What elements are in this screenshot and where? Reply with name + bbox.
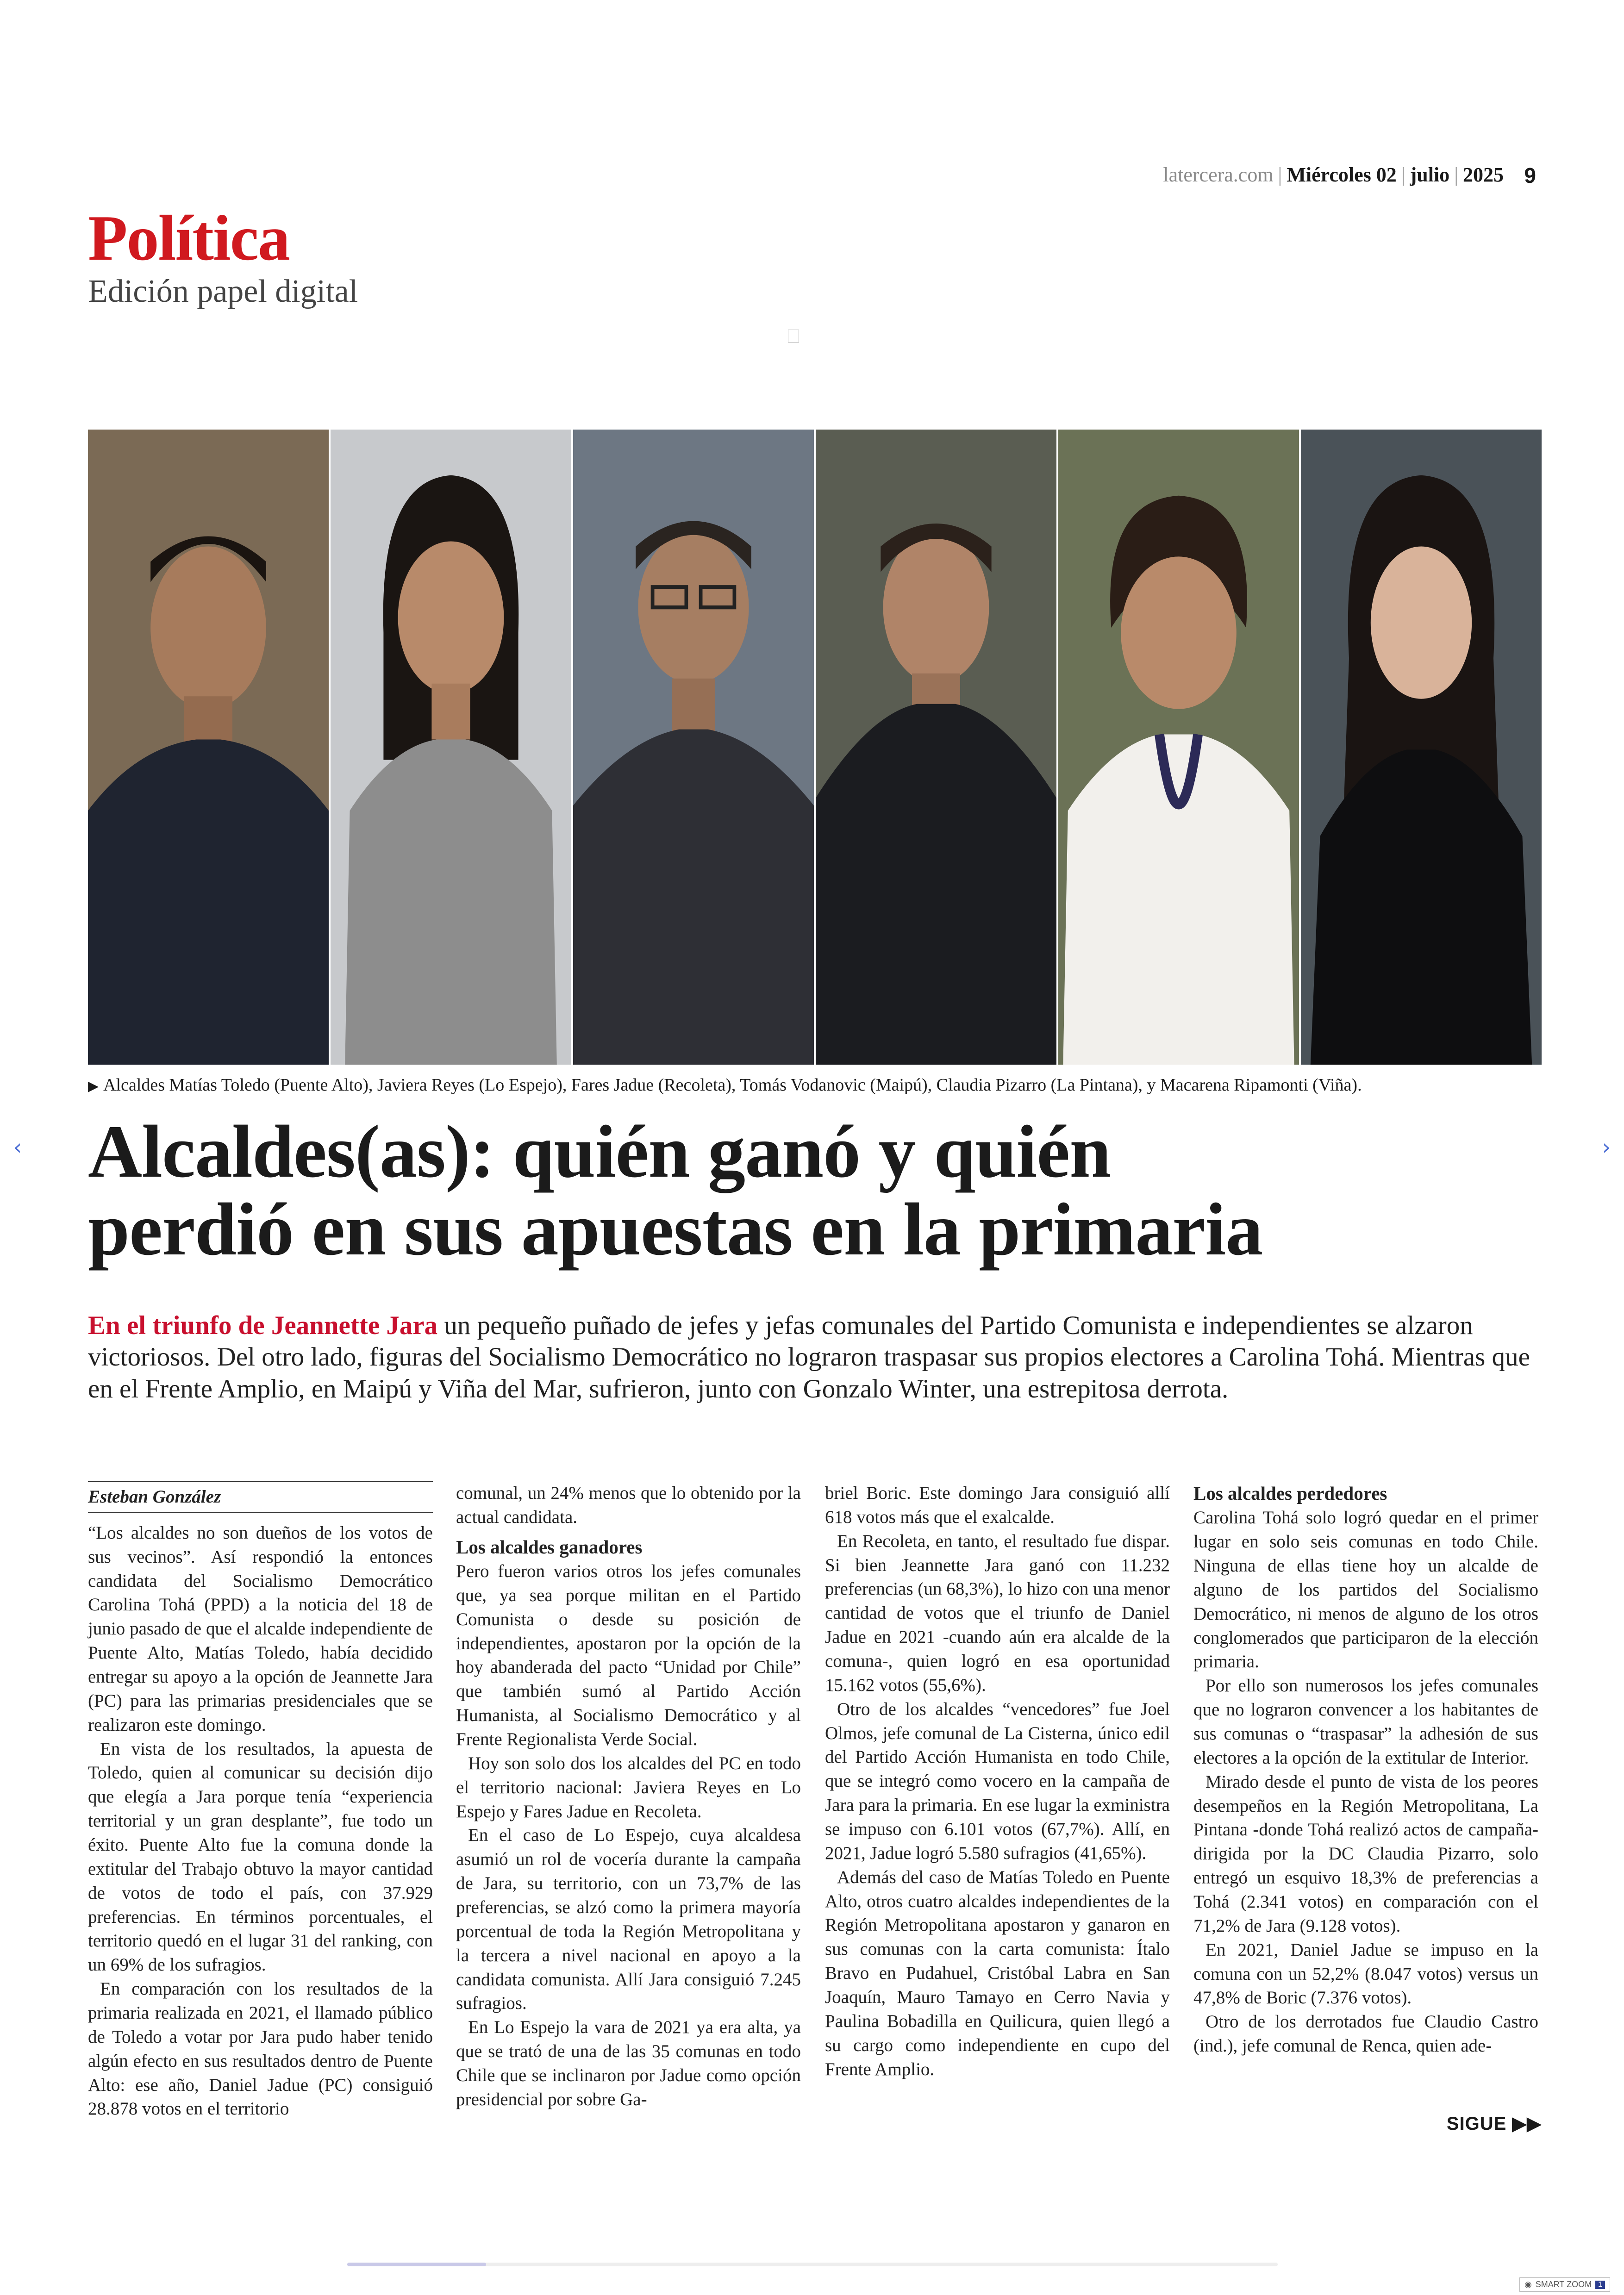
page-scrollbar-thumb[interactable] bbox=[347, 2263, 486, 2266]
caption-text: Alcaldes Matías Toledo (Puente Alto), Javiera Reyes (Lo Espejo), Fares Jadue (Recoleta), Tomás Vodanovic (Maipú), Claudia Pizarro (La Pintana), y Macarena Ripamonti (Viña). bbox=[103, 1075, 1362, 1095]
smart-zoom-badge: 1 bbox=[1595, 2281, 1605, 2289]
paragraph: En vista de los resultados, la apuesta de Toledo, quien al comunicar su decisión dijo que elegía a Jara porque tenía “experiencia territorial y un gran desplante”, fue todo un éxito. Puente Alto fue la comuna donde la extitular del Trabajo obtuvo la mayor cantidad de votos de todo el país, con 37.929 preferencias. En términos porcentuales, el territorio quedó en el lugar 31 del ranking, con un 69% de los sufragios. bbox=[88, 1739, 433, 1975]
portrait-macarena-ripamonti bbox=[1301, 430, 1542, 1065]
subheading-losers: Los alcaldes perdedores bbox=[1193, 1483, 1387, 1504]
date-year: 2025 bbox=[1463, 163, 1504, 186]
paragraph: Además del caso de Matías Toledo en Puente Alto, otros cuatro alcaldes independientes de la Región Metropolitana apostaron y ganaron en sus comunas con la carta comunista: Ítalo Bravo en Pudahuel, Cristóbal Labra en San Joaquín, Mauro Tamayo en Cerro Navia y Paulina Bobadilla en Quilicura, quien llegó a su cargo como independiente en cupo del Frente Amplio. bbox=[825, 1867, 1170, 2079]
date-month: julio bbox=[1410, 163, 1450, 186]
photo-caption bbox=[88, 1075, 1551, 1095]
headline bbox=[88, 1110, 1542, 1272]
paragraph: En 2021, Daniel Jadue se impuso en la comuna con un 52,2% (8.047 votos) versus un 47,8% de Boric (7.376 votos). bbox=[1193, 1940, 1538, 2008]
smart-zoom-label: SMART ZOOM bbox=[1535, 2280, 1592, 2289]
page-number: 9 bbox=[1524, 163, 1536, 187]
column-4 bbox=[1193, 1481, 1538, 2058]
section-subtitle: Edición papel digital bbox=[88, 274, 358, 309]
masthead-line: latercera.com | Miércoles 02 | julio | 2025 bbox=[1163, 163, 1504, 186]
paragraph: Carolina Tohá solo logró quedar en el primer lugar en solo seis comunas en todo Chile. Ninguna de ellas tiene hoy un alcalde de alguno de los partidos del Socialismo Democrático, ni menos de alguno de los otros conglomerados que participaron de la elección primaria. bbox=[1193, 1508, 1538, 1672]
site-name: latercera.com bbox=[1163, 163, 1274, 186]
paragraph: Hoy son solo dos los alcaldes del PC en todo el territorio nacional: Javiera Reyes en Lo Espejo y Fares Jadue en Recoleta. bbox=[456, 1753, 801, 1821]
byline: Esteban González bbox=[88, 1481, 433, 1513]
date-day: Miércoles 02 bbox=[1287, 163, 1397, 186]
portrait-fares-jadue bbox=[573, 430, 814, 1065]
portrait-matias-toledo bbox=[88, 430, 329, 1065]
photo-strip bbox=[88, 430, 1542, 1065]
paragraph: En Recoleta, en tanto, el resultado fue dispar. Si bien Jeannette Jara ganó con 11.232 preferencias (un 68,3%), lo hizo con una menor cantidad de votos que el triunfo de Daniel Jadue en 2021 -cuando aún era alcalde de la comuna-, quien logró en esa oportunidad 15.162 votos (55,6%). bbox=[825, 1531, 1170, 1695]
paragraph: Otro de los alcaldes “vencedores” fue Joel Olmos, jefe comunal de La Cisterna, único edil del Partido Acción Humanista en todo Chile, que se integró como vocero en la campaña de Jara para la primaria. En ese lugar la exministra se impuso con 6.101 votos (67,7%). Allí, en 2021, Jadue logró 5.580 sufragios (41,65%). bbox=[825, 1699, 1170, 1863]
paragraph: En Lo Espejo la vara de 2021 ya era alta, ya que se trató de una de las 35 comunas en todo Chile que se inclinaron por Jadue como opción presidencial por sobre Ga- bbox=[456, 2017, 801, 2109]
chevron-left-icon[interactable]: ‹ bbox=[13, 1135, 22, 1160]
paragraph: En comparación con los resultados de la primaria realizada en 2021, el llamado público de Toledo a votar por Jara pudo haber tenido algún efecto en sus resultados dentro de Puente Alto: ese año, Daniel Jadue (PC) consiguió 28.878 votos en el territorio bbox=[88, 1979, 433, 2119]
paragraph: En el caso de Lo Espejo, cuya alcaldesa asumió un rol de vocería durante la campaña de Jara, su territorio, con un 73,7% de las preferencias, se alzó como la primera mayoría porcentual de toda la Región Metropolitana y la tercera a nivel nacional en apoyo a la candidata comunista. Allí Jara consiguió 7.245 sufragios. bbox=[456, 1825, 801, 2014]
lead-paragraph bbox=[88, 1310, 1542, 1405]
continue-label[interactable]: SIGUE ▶▶ bbox=[1446, 2114, 1542, 2134]
caption-arrow-icon: ▶ bbox=[88, 1079, 99, 1094]
paragraph: briel Boric. Este domingo Jara consiguió allí 618 votos más que el exalcalde. bbox=[825, 1483, 1170, 1527]
column-2 bbox=[456, 1481, 801, 2112]
paragraph: Otro de los derrotados fue Claudio Castro (ind.), jefe comunal de Renca, quien ade- bbox=[1193, 2012, 1538, 2056]
headline-line-1: Alcaldes(as): quién ganó y quién bbox=[88, 1110, 1111, 1193]
portrait-claudia-pizarro bbox=[1058, 430, 1299, 1065]
smart-zoom-button[interactable] bbox=[1519, 2277, 1610, 2292]
paragraph: Pero fueron varios otros los jefes comunales que, ya sea porque militan en el Partido Comunista o desde su posición de independientes, apostaron por la opción de la hoy abanderada del pacto “Unidad por Chile” que también sumó al Partido Acción Humanista, al Socialismo Democrático y al Frente Regionalista Verde Social. bbox=[456, 1561, 801, 1750]
paragraph: “Los alcaldes no son dueños de los votos de sus vecinos”. Así respondió la entonces candidata del Socialismo Democrático Carolina Tohá (PPD) a la noticia del 18 de junio pasado de que el alcalde independiente de Puente Alto, Matías Toledo, había decidido entregar su apoyo a la opción de Jeannette Jara (PC) para las primarias presidenciales que se realizaron este domingo. bbox=[88, 1522, 433, 1735]
portrait-tomas-vodanovic bbox=[816, 430, 1056, 1065]
eye-icon: ◉ bbox=[1524, 2280, 1532, 2289]
column-3 bbox=[825, 1481, 1170, 2081]
page-scrollbar-track[interactable] bbox=[347, 2263, 1278, 2266]
column-1 bbox=[88, 1481, 433, 2121]
image-placeholder-icon bbox=[788, 330, 799, 343]
chevron-right-icon[interactable]: › bbox=[1602, 1135, 1611, 1160]
portrait-javiera-reyes bbox=[331, 430, 571, 1065]
section-title: Política bbox=[88, 202, 289, 274]
subheading-winners: Los alcaldes ganadores bbox=[456, 1536, 643, 1558]
paragraph: Por ello son numerosos los jefes comunales que no lograron convencer a los habitantes de sus comunas o “traspasar” la adhesión de sus electores a la opción de la extitular de Interior. bbox=[1193, 1676, 1538, 1768]
headline-line-2: perdió en sus apuestas en la primaria bbox=[88, 1188, 1263, 1272]
lead-strong: En el triunfo de Jeannette Jara bbox=[88, 1311, 438, 1340]
paragraph: comunal, un 24% menos que lo obtenido por la actual candidata. bbox=[456, 1483, 801, 1527]
lead-text: un pequeño puñado de jefes y jefas comunales del Partido Comunista e independientes se alzaron victoriosos. Del otro lado, figuras del Socialismo Democrático no lograron traspasar sus propios electores a Carolina Tohá. Mientras que en el Frente Amplio, en Maipú y Viña del Mar, sufrieron, junto con Gonzalo Winter, una estrepitosa derrota. bbox=[88, 1311, 1530, 1403]
paragraph: Mirado desde el punto de vista de los peores desempeños en la Región Metropolitana, La Pintana -donde Tohá realizó actos de campaña- dirigida por la DC Claudia Pizarro, solo entregó un esquivo 18,3% de preferencias a Tohá (2.341 votos) en comparación con el 71,2% de Jara (9.128 votos). bbox=[1193, 1771, 1538, 1936]
